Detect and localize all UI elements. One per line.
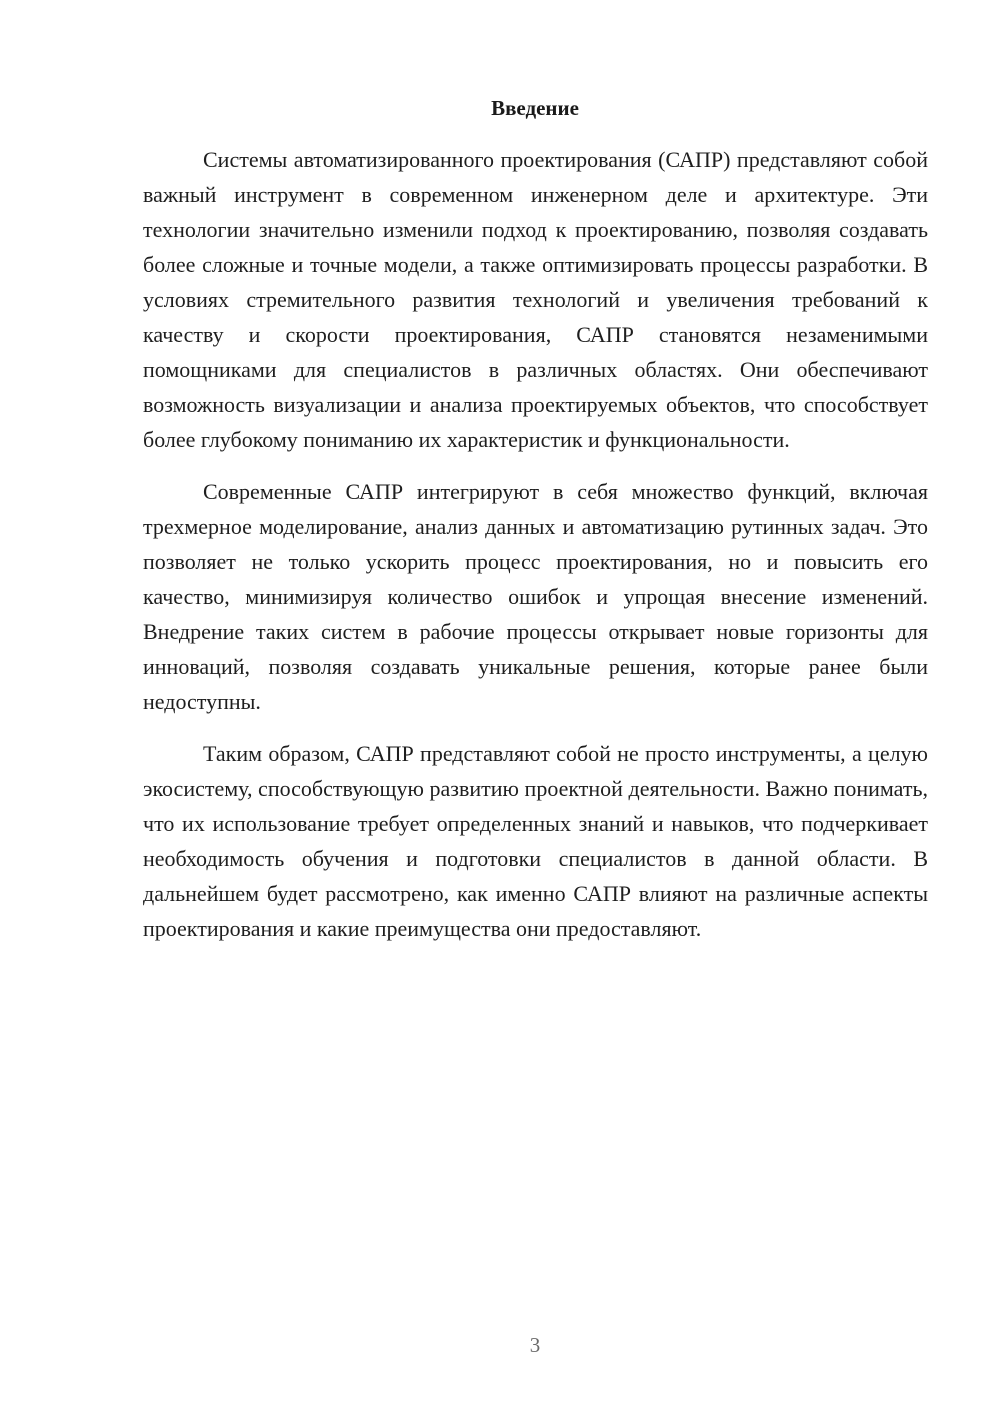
paragraph-3: Таким образом, САПР представляют собой не просто инструменты, а целую экосистему, способствующую развитию проектной деятельности. Важно понимать, что их использование требует определенных знаний и навыков, что подчеркивает необходимость обучения и подготовки специалистов в данной области. В дальнейшем будет рассмотрено, как именно САПР влияют на различные аспекты проектирования и какие преимущества они предоставляют.: [143, 741, 928, 941]
page-number: 3: [529, 1333, 541, 1357]
body-text: [143, 142, 928, 946]
paragraph-1: Системы автоматизированного проектирования (САПР) представляют собой важный инструмент в современном инженерном деле и архитектуре. Эти технологии значительно изменили подход к проектированию, позволяя создавать более сложные и точные модели, а также оптимизировать процессы разработки. В условиях стремительного развития технологий и увеличения требований к качеству и скорости проектирования, САПР становятся незаменимыми помощниками для специалистов в различных областях. Они обеспечивают возможность визуализации и анализа проектируемых объектов, что способствует более глубокому пониманию их характеристик и функциональности.: [143, 147, 928, 452]
page-title: Введение: [491, 96, 579, 120]
paragraph-2: Современные САПР интегрируют в себя множество функций, включая трехмерное моделирование, анализ данных и автоматизацию рутинных задач. Это позволяет не только ускорить процесс проектирования, но и повысить его качество, минимизируя количество ошибок и упрощая внесение изменений. Внедрение таких систем в рабочие процессы открывает новые горизонты для инноваций, позволяя создавать уникальные решения, которые ранее были недоступны.: [143, 479, 928, 714]
